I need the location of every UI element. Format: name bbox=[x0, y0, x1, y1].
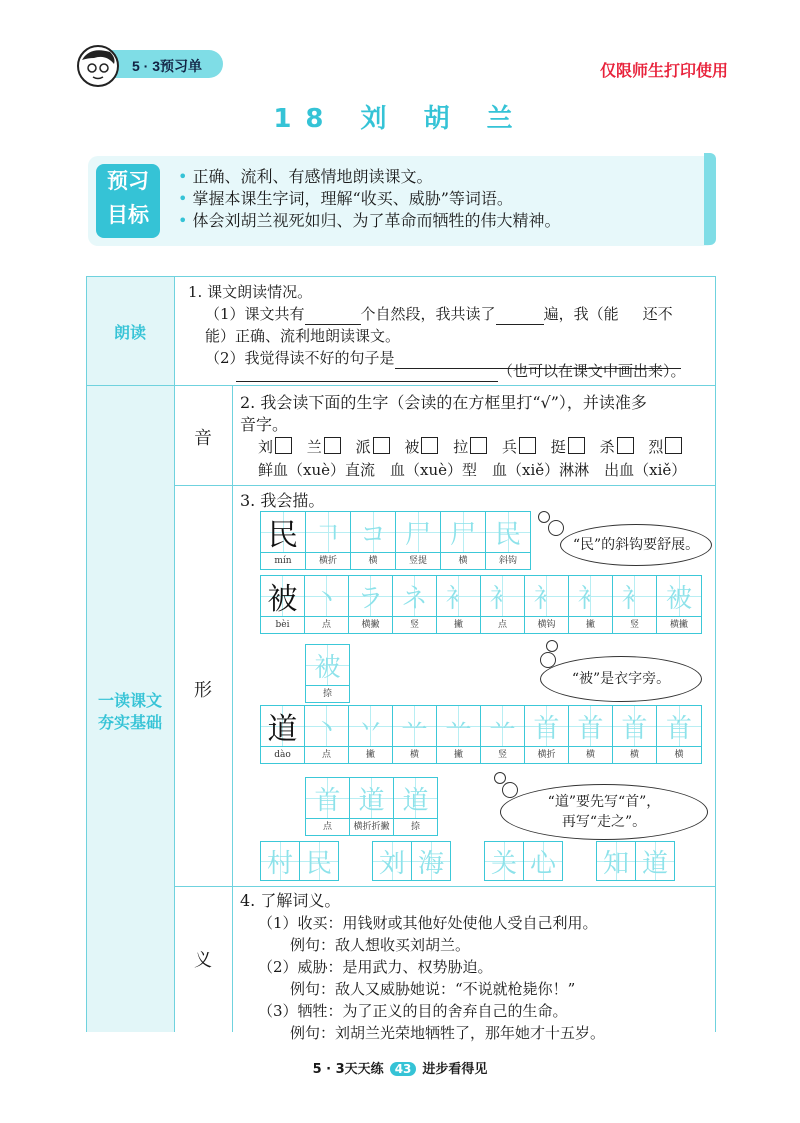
trace-cell[interactable]: コ bbox=[351, 512, 395, 552]
trace-grid-dao-extra: 首 点 道 横折折撇 道 捺 bbox=[305, 777, 438, 836]
lesson-title: 18 刘 胡 兰 bbox=[273, 104, 527, 134]
page-footer bbox=[0, 1058, 800, 1077]
q2-title: 2. 我会读下面的生字（会读的在方框里打“√”），并读准多 bbox=[240, 393, 647, 412]
trace-grid-dao: 道 dào 丶 点 丷 撇 䒑 横 䒑 撇 䒑 竖 首 横折 首 横 首 横 首 横 bbox=[260, 705, 702, 764]
trace-cell[interactable]: ネ bbox=[393, 576, 436, 616]
bubble-dot bbox=[538, 511, 550, 523]
meaning-line: （1）收买：用钱财或其他好处使他人受自己利用。 bbox=[258, 914, 598, 932]
trace-cell[interactable]: 䒑 bbox=[437, 706, 480, 746]
check-box[interactable] bbox=[568, 437, 585, 454]
trace-cell[interactable]: 道 bbox=[394, 778, 437, 818]
trace-cell[interactable]: 衤 bbox=[525, 576, 568, 616]
word-char-cell[interactable]: 心 bbox=[524, 842, 562, 880]
check-box[interactable] bbox=[617, 437, 634, 454]
shape-label: 形 bbox=[194, 680, 212, 701]
q4-title: 4. 了解词义。 bbox=[240, 891, 341, 910]
trace-cell[interactable]: ラ bbox=[349, 576, 392, 616]
trace-cell[interactable]: 衤 bbox=[481, 576, 524, 616]
goals-tab-line2: 目标 bbox=[107, 203, 149, 227]
word-grid bbox=[484, 841, 563, 881]
mascot-icon bbox=[76, 44, 120, 88]
trace-cell[interactable]: 首 bbox=[657, 706, 701, 746]
trace-cell[interactable]: 民 bbox=[486, 512, 530, 552]
tip-bubble-bei: “被”是衣字旁。 bbox=[540, 656, 702, 702]
check-box[interactable] bbox=[470, 437, 487, 454]
q1-line4: （也可以在课文中画出来）。 bbox=[236, 360, 686, 382]
q1-title: 1. 课文朗读情况。 bbox=[188, 283, 313, 301]
example-line: 例句：敌人想收买刘胡兰。 bbox=[290, 936, 471, 954]
brand-label: 5 · 3预习单 bbox=[132, 58, 203, 74]
word-char-cell[interactable]: 刘 bbox=[373, 842, 412, 880]
print-notice: 仅限师生打印使用 bbox=[599, 63, 728, 80]
bubble-dot bbox=[546, 640, 558, 652]
trace-cell[interactable]: 首 bbox=[613, 706, 656, 746]
trace-cell[interactable]: 首 bbox=[525, 706, 568, 746]
goal-item: • 体会刘胡兰视死如归、为了革命而牺牲的伟大精神。 bbox=[178, 210, 561, 232]
q2-title-2: 音字。 bbox=[240, 415, 289, 434]
check-box[interactable] bbox=[373, 437, 390, 454]
goals-tab-line1: 预习 bbox=[107, 169, 149, 193]
trace-cell[interactable]: 𠃍 bbox=[306, 512, 350, 552]
goals-edge-strip bbox=[704, 153, 716, 245]
foundation-label: 一读课文 夯实基础 bbox=[97, 691, 162, 732]
q1-line2: 能）正确、流利地朗读课文。 bbox=[205, 327, 401, 345]
model-char: 被 bbox=[261, 576, 304, 616]
meaning-line: （3）牺牲：为了正义的目的舍弃自己的生命。 bbox=[258, 1002, 568, 1020]
tip-bubble-min: “民”的斜钩要舒展。 bbox=[560, 524, 712, 566]
goals-list bbox=[178, 166, 561, 232]
left-label-column bbox=[86, 276, 174, 1032]
trace-cell[interactable]: 丶 bbox=[305, 576, 348, 616]
goals-tab bbox=[96, 164, 160, 238]
word-char-cell[interactable]: 道 bbox=[636, 842, 674, 880]
page-number: 43 bbox=[390, 1062, 417, 1076]
trace-cell[interactable]: 衤 bbox=[437, 576, 480, 616]
example-line: 例句：敌人又威胁她说：“不说就枪毙你！” bbox=[290, 980, 576, 998]
reading-label: 朗读 bbox=[113, 323, 146, 342]
word-char-cell[interactable]: 海 bbox=[412, 842, 450, 880]
footer-left: 5 · 3天天练 bbox=[312, 1062, 384, 1077]
trace-cell[interactable]: 尸 bbox=[396, 512, 440, 552]
word-char-cell[interactable]: 知 bbox=[597, 842, 636, 880]
sound-label: 音 bbox=[194, 428, 212, 449]
check-box[interactable] bbox=[324, 437, 341, 454]
footer-right: 进步看得见 bbox=[422, 1062, 488, 1077]
bubble-dot bbox=[548, 520, 564, 536]
trace-grid-bei-extra: 被 捺 bbox=[305, 644, 350, 703]
word-char-cell[interactable]: 民 bbox=[300, 842, 338, 880]
word-char-cell[interactable]: 关 bbox=[485, 842, 524, 880]
goal-item: • 掌握本课生字词，理解“收买、威胁”等词语。 bbox=[178, 188, 561, 210]
trace-cell[interactable]: 䒑 bbox=[481, 706, 524, 746]
q3-title: 3. 我会描。 bbox=[240, 491, 325, 510]
trace-cell[interactable]: 丷 bbox=[349, 706, 392, 746]
word-grid bbox=[596, 841, 675, 881]
hard-sentence-blank-2[interactable] bbox=[236, 381, 498, 382]
word-char-cell[interactable]: 村 bbox=[261, 842, 300, 880]
trace-cell[interactable]: 被 bbox=[657, 576, 701, 616]
goal-item: • 正确、流利、有感情地朗读课文。 bbox=[178, 166, 561, 188]
q1-line1: （1）课文共有 个自然段，我共读了 遍，我（能 还不 bbox=[205, 305, 673, 323]
meaning-label: 义 bbox=[194, 950, 212, 971]
trace-cell[interactable]: 丶 bbox=[305, 706, 348, 746]
check-box[interactable] bbox=[275, 437, 292, 454]
char-checklist: 刘 兰 派 被 拉 兵 挺 杀 烈 bbox=[258, 436, 692, 458]
trace-cell[interactable]: 道 bbox=[350, 778, 393, 818]
read-times-blank[interactable] bbox=[496, 324, 544, 325]
check-box[interactable] bbox=[665, 437, 682, 454]
trace-grid-min: 民 mín 𠃍 横折 コ 横 尸 竖提 尸 横 民 斜钩 bbox=[260, 511, 531, 570]
bubble-dot bbox=[502, 782, 518, 798]
trace-cell[interactable]: 尸 bbox=[441, 512, 485, 552]
trace-cell[interactable]: 首 bbox=[306, 778, 349, 818]
trace-grid-bei: 被 bèi 丶 点 ラ 横撇 ネ 竖 衤 撇 衤 点 衤 横钩 衤 撇 衤 竖 被 横撇 bbox=[260, 575, 702, 634]
trace-cell[interactable]: 衤 bbox=[569, 576, 612, 616]
trace-cell[interactable]: 首 bbox=[569, 706, 612, 746]
check-box[interactable] bbox=[519, 437, 536, 454]
model-char: 民 bbox=[261, 512, 305, 552]
q1-line3: （2）我觉得读不好的句子是 bbox=[205, 347, 681, 369]
bubble-dot bbox=[494, 772, 506, 784]
tip-bubble-dao: “道”要先写“首”， 再写“走之”。 bbox=[500, 784, 708, 840]
model-char: 道 bbox=[261, 706, 304, 746]
word-grid bbox=[260, 841, 339, 881]
trace-cell[interactable]: 被 bbox=[306, 645, 349, 685]
meaning-line: （2）威胁：是用武力、权势胁迫。 bbox=[258, 958, 493, 976]
trace-cell[interactable]: 衤 bbox=[613, 576, 656, 616]
word-grid bbox=[372, 841, 451, 881]
check-box[interactable] bbox=[421, 437, 438, 454]
example-line: 例句：刘胡兰光荣地牺牲了，那年她才十五岁。 bbox=[290, 1024, 606, 1042]
polyphone-line: 鲜血（xuè）直流 血（xuè）型 血（xiě）淋淋 出血（xiě） bbox=[258, 461, 687, 479]
trace-cell[interactable]: 䒑 bbox=[393, 706, 436, 746]
